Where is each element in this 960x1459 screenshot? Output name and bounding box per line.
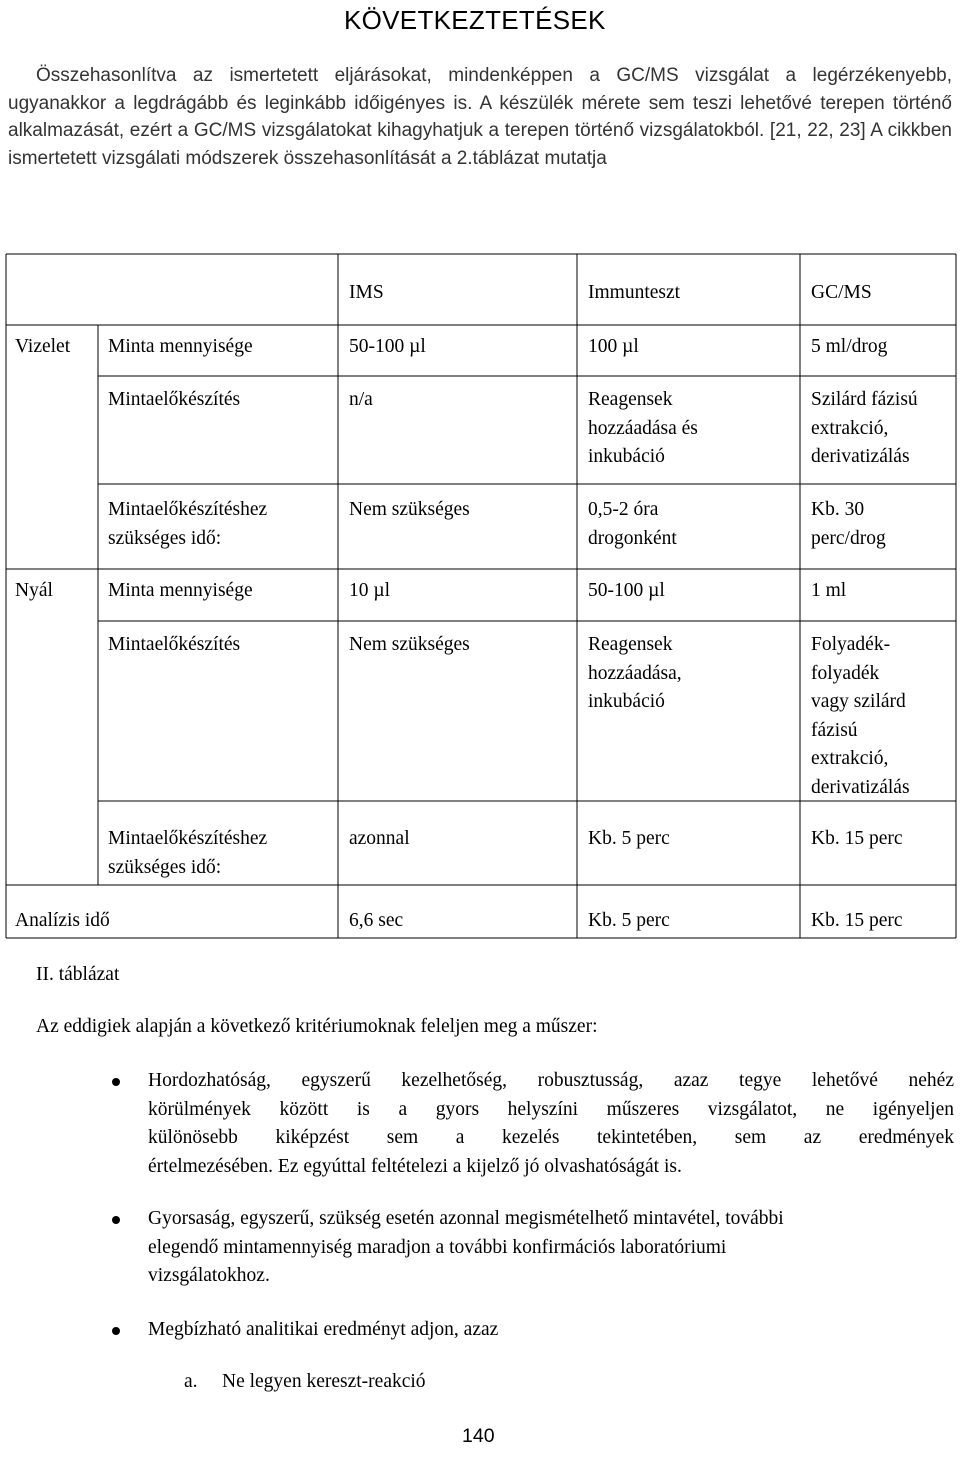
cell-value — [811, 496, 886, 553]
cell-value: n/a — [349, 389, 373, 410]
bullet-line: különösebb kiképzést sem a kezelés tekintetében, sem az eredmények — [148, 1127, 954, 1148]
row-label-sample-amount: Minta mennyisége — [108, 580, 253, 601]
cell-line: hozzáadása, — [588, 662, 682, 684]
page-number: 140 — [462, 1425, 495, 1447]
bullet-icon — [112, 1078, 120, 1086]
group-label-nyal: Nyál — [15, 580, 53, 601]
column-header-immunteszt: Immunteszt — [588, 282, 681, 303]
cell-line: fázisú — [811, 719, 858, 741]
cell-line: 0,5-2 óra — [588, 499, 659, 520]
cell-line: folyadék — [811, 662, 880, 684]
cell-line: inkubáció — [588, 691, 665, 712]
bullet-item — [148, 1205, 954, 1291]
cell-line: Mintaelőkészítéshez — [108, 499, 268, 520]
cell-value: Kb. 15 perc — [811, 910, 903, 931]
bullet-icon — [112, 1327, 120, 1335]
cell-value: 1 ml — [811, 580, 847, 601]
cell-line: szükséges idő: — [108, 856, 222, 878]
bullet-icon — [112, 1216, 120, 1224]
row-label-sample-amount: Minta mennyisége — [108, 336, 253, 357]
row-label-sample-prep: Mintaelőkészítés — [108, 389, 241, 410]
cell-line: Reagensek — [588, 634, 673, 655]
cell-value: 50-100 µl — [349, 336, 426, 357]
cell-line: Reagensek — [588, 389, 673, 410]
page-heading: KÖVETKEZTETÉSEK — [344, 5, 606, 35]
cell-line: perc/drog — [811, 527, 886, 549]
cell-value: 6,6 sec — [349, 910, 404, 931]
intro-paragraph: Összehasonlítva az ismertetett eljárásokat, mindenképpen a GC/MS vizsgálat a legérzékenyebb, ugyanakkor a legdrágább és leginkább időigényes is. A készülék mérete sem teszi lehetővé terepen történő alkalmazását, ezért a GC/MS vizsgálatokat kihagyhatjuk a terepen történő vizsgálatokból. [21, 22, 23] A cikkben ismertetett vizsgálati módszerek összehasonlítását a 2.táblázat mutatja — [8, 65, 952, 169]
cell-value — [588, 386, 698, 472]
cell-value: Kb. 15 perc — [811, 828, 903, 849]
row-label-analysis-time: Analízis idő — [15, 910, 110, 931]
cell-line: derivatizálás — [811, 446, 910, 467]
bullet-line: értelmezésében. Ez egyúttal feltételezi a kijelző jó olvashatóságát is. — [148, 1155, 682, 1177]
cell-value: Nem szükséges — [349, 499, 470, 520]
cell-value — [811, 631, 910, 802]
cell-line: extrakció, — [811, 748, 889, 769]
cell-value — [588, 631, 682, 717]
cell-value: 50-100 µl — [588, 580, 665, 601]
cell-line: szükséges idő: — [108, 527, 222, 549]
bullet-line: Hordozhatóság, egyszerű kezelhetőség, robusztusság, azaz tegye lehetővé nehéz — [148, 1070, 954, 1091]
cell-value: Kb. 5 perc — [588, 828, 670, 849]
cell-value: 5 ml/drog — [811, 336, 888, 357]
row-label-prep-time — [108, 496, 267, 553]
cell-line: vagy szilárd — [811, 691, 906, 712]
cell-value: azonnal — [349, 828, 410, 849]
cell-value — [811, 386, 918, 472]
row-label-prep-time — [108, 825, 267, 882]
table-caption: II. táblázat — [36, 964, 120, 985]
bullet-line: elegendő mintamennyiség maradjon a további konfirmációs laboratóriumi — [148, 1236, 727, 1258]
sub-item-text: Ne legyen kereszt-reakció — [222, 1371, 426, 1392]
column-header-ims: IMS — [349, 282, 384, 303]
cell-value: 100 µl — [588, 336, 639, 357]
row-label-sample-prep: Mintaelőkészítés — [108, 634, 241, 655]
group-label-vizelet: Vizelet — [15, 336, 71, 357]
cell-value: 10 µl — [349, 580, 391, 601]
bullet-item — [148, 1067, 954, 1181]
cell-value — [588, 496, 677, 553]
column-header-gcms: GC/MS — [811, 282, 872, 303]
cell-line: hozzáadása és — [588, 417, 698, 439]
cell-line: derivatizálás — [811, 776, 910, 798]
bullet-line: Gyorsaság, egyszerű, szükség esetén azonnal megismételhető mintavétel, további — [148, 1208, 784, 1229]
cell-line: Folyadék- — [811, 634, 891, 655]
bullet-line: Megbízható analitikai eredményt adjon, azaz — [148, 1319, 499, 1340]
cell-line: Szilárd fázisú — [811, 389, 918, 410]
sub-item-marker: a. — [184, 1371, 198, 1392]
cell-line: Mintaelőkészítéshez — [108, 828, 268, 849]
bullet-line: körülmények között is a gyors helyszíni műszeres vizsgálatot, ne igényeljen — [148, 1098, 954, 1120]
cell-line: extrakció, — [811, 417, 889, 439]
bullet-line: vizsgálatokhoz. — [148, 1265, 270, 1286]
criteria-intro: Az eddigiek alapján a következő kritériumoknak feleljen meg a műszer: — [36, 1016, 598, 1037]
cell-line: Kb. 30 — [811, 499, 865, 520]
cell-line: drogonként — [588, 527, 677, 549]
cell-line: inkubáció — [588, 446, 665, 467]
cell-value: Kb. 5 perc — [588, 910, 670, 931]
cell-value: Nem szükséges — [349, 634, 470, 655]
bullet-item — [148, 1316, 954, 1345]
